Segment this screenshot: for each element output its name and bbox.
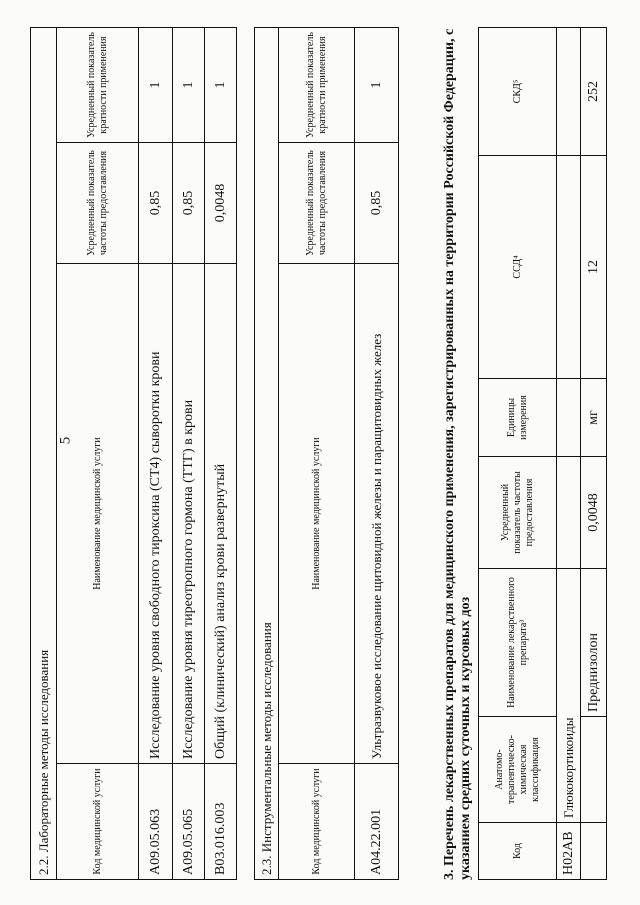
instr-row-code: A04.22.001 [355, 764, 399, 880]
lab-section-title: 2.2. Лабораторные методы исследования [31, 27, 57, 879]
drugs-header-atc: Анатомо-терапевтическо-химическая классификация [479, 717, 557, 823]
table-row [557, 28, 581, 880]
empty-cell [557, 379, 581, 457]
lab-row-name: Исследование уровня тиреотропного гормона (ТТГ) в крови [173, 264, 205, 764]
table-row [205, 27, 237, 879]
instr-row-freq: 0,85 [355, 143, 399, 264]
lab-row-name: Общий (клинический) анализ крови развернутый [205, 264, 237, 764]
table-row [173, 27, 205, 879]
instr-header-mult: Усредненный показатель кратности применения [279, 27, 355, 142]
lab-header-code: Код медицинской услуги [57, 764, 139, 880]
instr-table [254, 27, 399, 880]
table-row [581, 28, 607, 880]
empty-cell [557, 28, 581, 156]
lab-row-freq: 0,85 [173, 143, 205, 264]
drugs-header-skd: СКД⁵ [479, 28, 557, 156]
lab-section [30, 27, 237, 880]
drugs-header-drug: Наименование лекарственного препарата³ [479, 569, 557, 717]
lab-header-freq: Усредненный показатель частоты предоставления [57, 143, 139, 264]
lab-header-mult: Усредненный показатель кратности применения [57, 27, 139, 142]
instr-section-title: 2.3. Инструментальные методы исследования [255, 27, 279, 879]
drugs-heading: 3. Перечень лекарственных препаратов для медицинского применения, зарегистрированных на территории Российской Федерации, с указанием средних суточных и курсовых доз [442, 28, 473, 880]
lab-row-mult: 1 [173, 27, 205, 142]
drugs-row-freq: 0,0048 [581, 457, 607, 569]
drugs-row-atc [581, 717, 607, 823]
drugs-header-unit: Единицы измерения [479, 379, 557, 457]
lab-row-code: A09.05.065 [173, 764, 205, 880]
drugs-row-code [581, 823, 607, 880]
drugs-header-code: Код [479, 823, 557, 880]
lab-row-freq: 0,85 [139, 143, 173, 264]
drugs-row-drug: Преднизолон [581, 569, 607, 717]
drugs-row-unit: мг [581, 379, 607, 457]
drugs-group-name: Глюкокортикоиды [557, 569, 581, 823]
table-row [139, 27, 173, 879]
lab-row-name: Исследование уровня свободного тироксина (СТ4) сыворотки крови [139, 264, 173, 764]
lab-row-freq: 0,0048 [205, 143, 237, 264]
lab-row-mult: 1 [139, 27, 173, 142]
drugs-group-code: H02AB [557, 823, 581, 880]
drugs-row-skd: 252 [581, 28, 607, 156]
rotated-content [30, 10, 615, 880]
lab-row-code: A09.05.063 [139, 764, 173, 880]
empty-cell [557, 156, 581, 379]
drugs-header-ssd: ССД⁴ [479, 156, 557, 379]
drugs-row-ssd: 12 [581, 156, 607, 379]
empty-cell [557, 457, 581, 569]
drugs-table [478, 27, 607, 880]
instr-header-freq: Усредненный показатель частоты предоставления [279, 143, 355, 264]
table-row [355, 27, 399, 879]
instr-row-name: Ультразвуковое исследование щитовидной железы и паращитовидных желез [355, 264, 399, 764]
lab-row-code: B03.016.003 [205, 764, 237, 880]
instr-section [254, 27, 399, 880]
page-number: 5 [57, 436, 74, 445]
lab-table [30, 27, 237, 880]
instr-header-name: Наименование медицинской услуги [279, 264, 355, 764]
lab-row-mult: 1 [205, 27, 237, 142]
drugs-header-freq: Усредненный показатель частоты предоставления [479, 457, 557, 569]
drugs-section [478, 27, 607, 880]
instr-row-mult: 1 [355, 27, 399, 142]
lab-header-name: Наименование медицинской услуги [57, 264, 139, 764]
instr-header-code: Код медицинской услуги [279, 764, 355, 880]
